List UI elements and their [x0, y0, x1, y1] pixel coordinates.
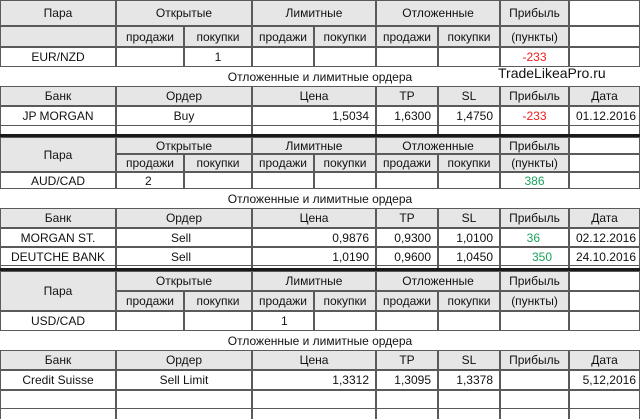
pend-buy-header: покупки — [438, 291, 500, 311]
tp-header: TP — [376, 350, 438, 370]
order-header: Ордер — [116, 208, 252, 228]
profit-header: Прибыль — [500, 137, 569, 154]
order-bank: JP MORGAN — [0, 106, 116, 126]
pend-sell-value — [376, 172, 438, 189]
order-type: Sell — [116, 247, 252, 266]
open-sell-value — [116, 311, 184, 331]
price-header: Цена — [252, 208, 376, 228]
blank-cell — [438, 390, 500, 409]
order-row — [0, 247, 640, 266]
open-sell-header: продажи — [116, 291, 184, 311]
limit-header: Лимитные — [252, 271, 376, 291]
pend-sell-header: продажи — [376, 26, 438, 47]
order-header: Ордер — [116, 350, 252, 370]
pend-buy-value — [438, 311, 500, 331]
blank-cell — [569, 26, 640, 47]
order-price: 1,0190 — [252, 247, 376, 266]
spacer-row — [0, 409, 640, 419]
blank-cell — [569, 154, 640, 172]
order-sl: 1,3378 — [438, 370, 500, 390]
order-tp: 1,6300 — [376, 106, 438, 126]
pend-sell-value — [376, 47, 438, 67]
date-header: Дата — [569, 208, 640, 228]
block2-header-row2 — [0, 147, 640, 172]
limit-sell-header: продажи — [252, 291, 314, 311]
date-header: Дата — [569, 86, 640, 106]
profit-value: 386 — [500, 172, 569, 189]
pair-header: Пара — [0, 0, 116, 26]
blank-cell — [0, 26, 116, 47]
watermark-text: TradeLikeaPro.ru — [498, 65, 606, 81]
open-sell-header: продажи — [116, 26, 184, 47]
blank-cell — [569, 47, 640, 67]
order-row — [0, 228, 640, 247]
pair-value: AUD/CAD — [0, 172, 116, 189]
order-date: 02.12.2016 — [569, 228, 640, 247]
blank-cell — [569, 409, 640, 419]
limit-sell-header: продажи — [252, 26, 314, 47]
pair-value: EUR/NZD — [0, 47, 116, 67]
blank-cell — [569, 390, 640, 409]
order-tp: 1,3095 — [376, 370, 438, 390]
profit-header: Прибыль — [500, 271, 569, 291]
order-price: 0,9876 — [252, 228, 376, 247]
order-sl: 1,0450 — [438, 247, 500, 266]
block1-header-row2 — [0, 26, 640, 47]
open-header: Открытые — [116, 137, 252, 154]
blank-cell — [0, 409, 116, 419]
open-sell-value — [116, 47, 184, 67]
limit-sell-value — [252, 47, 314, 67]
limit-sell-header: продажи — [252, 154, 314, 172]
block1-orders-header-row — [0, 86, 640, 106]
bank-header: Банк — [0, 86, 116, 106]
block1-header-row1 — [0, 0, 640, 26]
order-date: 24.10.2016 — [569, 247, 640, 266]
price-header: Цена — [252, 86, 376, 106]
sl-header: SL — [438, 86, 500, 106]
blank-cell — [569, 0, 640, 26]
blank-cell — [500, 390, 569, 409]
pend-buy-header: покупки — [438, 154, 500, 172]
blank-cell — [569, 172, 640, 189]
blank-cell — [569, 311, 640, 331]
limit-buy-header: покупки — [314, 154, 376, 172]
blank-cell — [569, 291, 640, 311]
blank-cell — [252, 409, 376, 419]
order-row — [0, 106, 640, 126]
pending-header: Отложенные — [376, 271, 500, 291]
points-header: (пункты) — [500, 26, 569, 47]
order-bank: DEUTCHE BANK — [0, 247, 116, 266]
block3-orders-title-row — [0, 331, 640, 350]
open-buy-header: покупки — [184, 291, 252, 311]
limit-buy-value — [314, 172, 376, 189]
orders-title: Отложенные и лимитные ордера — [227, 333, 413, 348]
open-header: Открытые — [116, 271, 252, 291]
blank-cell — [0, 390, 116, 409]
order-sl: 1,4750 — [438, 106, 500, 126]
order-row — [0, 370, 640, 390]
profit-header: Прибыль — [500, 0, 569, 26]
profit-header: Прибыль — [500, 208, 569, 228]
order-date: 01.12.2016 — [569, 106, 640, 126]
pending-header: Отложенные — [376, 137, 500, 154]
limit-sell-value: 1 — [252, 311, 314, 331]
bank-header: Банк — [0, 350, 116, 370]
blank-cell — [252, 126, 376, 134]
block2-pair-row — [0, 172, 640, 189]
order-price: 1,5034 — [252, 106, 376, 126]
order-type: Sell Limit — [116, 370, 252, 390]
profit-header: Прибыль — [500, 86, 569, 106]
order-profit: 36 — [500, 228, 569, 247]
limit-header: Лимитные — [252, 137, 376, 154]
order-bank: MORGAN ST. — [0, 228, 116, 247]
blank-cell — [252, 390, 376, 409]
pair-header: Пара — [0, 137, 116, 172]
limit-sell-value — [252, 172, 314, 189]
blank-cell — [569, 271, 640, 291]
pend-buy-value — [438, 172, 500, 189]
block2-orders-title-row — [0, 189, 640, 208]
blank-cell — [376, 126, 438, 134]
blank-cell — [569, 126, 640, 134]
profit-value: -233 — [500, 47, 569, 67]
blank-cell — [116, 390, 252, 409]
order-sl: 1,0100 — [438, 228, 500, 247]
pair-header: Пара — [0, 271, 116, 311]
pend-sell-header: продажи — [376, 291, 438, 311]
order-tp: 0,9300 — [376, 228, 438, 247]
pending-header: Отложенные — [376, 0, 500, 26]
pend-buy-header: покупки — [438, 26, 500, 47]
limit-buy-header: покупки — [314, 291, 376, 311]
blank-cell — [500, 409, 569, 419]
open-sell-header: продажи — [116, 154, 184, 172]
sl-header: SL — [438, 208, 500, 228]
blank-cell — [500, 126, 569, 134]
order-profit: 350 — [500, 247, 569, 266]
blank-cell — [0, 126, 116, 134]
blank-cell — [376, 390, 438, 409]
bank-header: Банк — [0, 208, 116, 228]
profit-value — [500, 311, 569, 331]
block3-header-row2 — [0, 284, 640, 311]
tp-header: TP — [376, 208, 438, 228]
order-price: 1,3312 — [252, 370, 376, 390]
open-buy-value — [184, 172, 252, 189]
open-header: Открытые — [116, 0, 252, 26]
limit-buy-value — [314, 311, 376, 331]
order-bank: Credit Suisse — [0, 370, 116, 390]
points-header: (пункты) — [500, 154, 569, 172]
pend-sell-value — [376, 311, 438, 331]
tp-header: TP — [376, 86, 438, 106]
block2-orders-header-row — [0, 208, 640, 228]
open-buy-header: покупки — [184, 26, 252, 47]
limit-header: Лимитные — [252, 0, 376, 26]
blank-cell — [438, 126, 500, 134]
orders-title: Отложенные и лимитные ордера — [227, 191, 413, 206]
blank-cell — [569, 137, 640, 154]
profit-header: Прибыль — [500, 350, 569, 370]
empty-row — [0, 390, 640, 409]
orders-title: Отложенные и лимитные ордера — [227, 69, 413, 84]
limit-buy-header: покупки — [314, 26, 376, 47]
pend-sell-header: продажи — [376, 154, 438, 172]
blank-cell — [116, 126, 252, 134]
date-header: Дата — [569, 350, 640, 370]
order-profit — [500, 370, 569, 390]
open-buy-value — [184, 311, 252, 331]
limit-buy-value — [314, 47, 376, 67]
order-date: 5,12,2016 — [569, 370, 640, 390]
spacer-row — [0, 126, 640, 134]
points-header: (пункты) — [500, 291, 569, 311]
sl-header: SL — [438, 350, 500, 370]
block3-pair-row — [0, 311, 640, 331]
order-header: Ордер — [116, 86, 252, 106]
blank-cell — [116, 409, 252, 419]
price-header: Цена — [252, 350, 376, 370]
open-sell-value: 2 — [116, 172, 184, 189]
open-buy-header: покупки — [184, 154, 252, 172]
order-tp: 0,9600 — [376, 247, 438, 266]
order-type: Sell — [116, 228, 252, 247]
block1-pair-row — [0, 47, 640, 67]
open-buy-value: 1 — [184, 47, 252, 67]
blank-cell — [376, 409, 438, 419]
block3-orders-header-row — [0, 350, 640, 370]
order-type: Buy — [116, 106, 252, 126]
pend-buy-value — [438, 47, 500, 67]
pair-value: USD/CAD — [0, 311, 116, 331]
blank-cell — [438, 409, 500, 419]
order-profit: -233 — [500, 106, 569, 126]
